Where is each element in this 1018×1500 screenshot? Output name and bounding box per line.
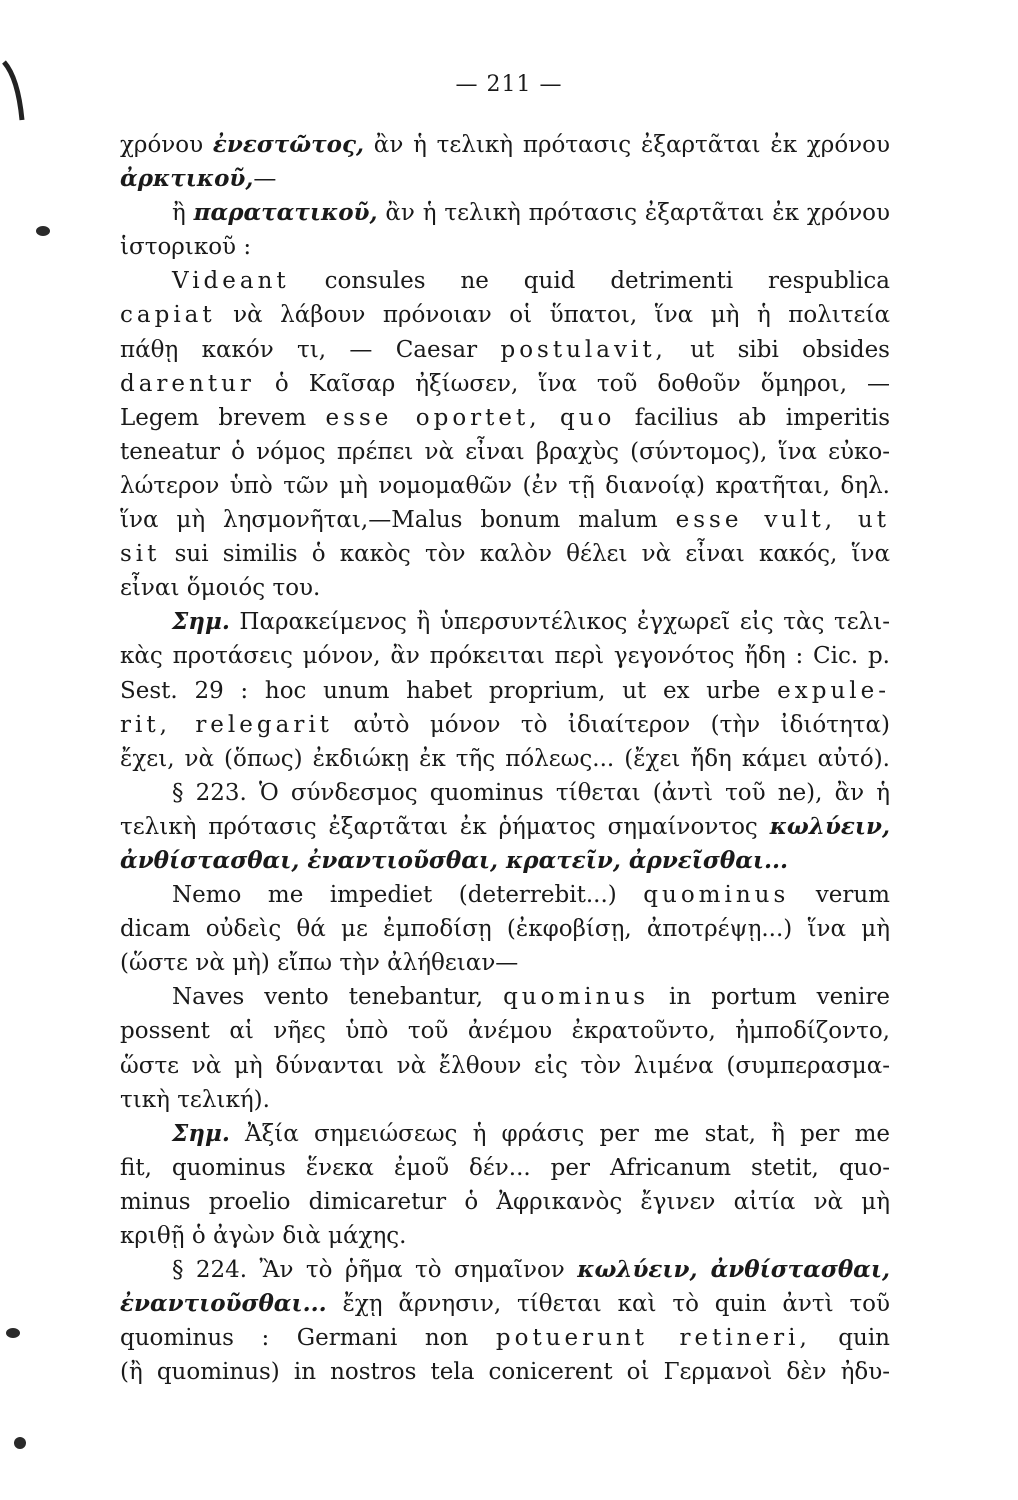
text-run: darentur xyxy=(120,370,255,397)
text-run: quominus xyxy=(503,984,650,1011)
body-text xyxy=(120,128,890,1389)
text-line xyxy=(120,503,890,537)
text-run: ἂν ἡ τελικὴ πρότασις ἐξαρτᾶται ἐκ χρόνου xyxy=(377,200,890,227)
text-run: — xyxy=(253,166,277,193)
text-run: fit, quominus ἕνεκα ἐμοῦ δέν... per Africanum stetit, quo- xyxy=(120,1154,890,1181)
text-run: κωλύειν, xyxy=(769,812,890,840)
text-line xyxy=(120,946,890,980)
text-line xyxy=(120,128,890,162)
text-run: capiat xyxy=(120,302,216,329)
text-run: (ἢ quominus) in nostros tela conicerent οἱ Γερμανοὶ δὲν ἠδυ- xyxy=(120,1359,890,1386)
text-line xyxy=(120,401,890,435)
text-run: τελικὴ πρότασις ἐξαρτᾶται ἐκ ῥήματος σημαίνοντος xyxy=(120,813,770,840)
text-run: ἀρκτικοῦ, xyxy=(120,165,254,193)
text-run: ἵνα μὴ λησμονῆται,—Malus bonum malum xyxy=(120,507,676,534)
text-run: postulavit, xyxy=(500,336,667,363)
text-run: minus proelio dimicaretur ὁ Ἀφρικανὸς ἔγινεν αἰτία νὰ μὴ xyxy=(120,1188,890,1215)
ink-speck xyxy=(6,1328,20,1338)
text-line xyxy=(120,367,890,401)
text-line xyxy=(120,1355,890,1389)
text-run: Nemo me impediet (deterrebit...) xyxy=(172,882,644,909)
text-run: τικὴ τελική). xyxy=(120,1086,270,1113)
text-run: λώτερον ὑπὸ τῶν μὴ νομομαθῶν (ἐν τῇ διανοίᾳ) κρατῆται, δηλ. xyxy=(120,472,890,499)
text-run: § 223. Ὁ σύνδεσμος quominus τίθεται (ἀντὶ τοῦ ne), ἂν ἡ xyxy=(172,779,890,806)
text-run: ἐνεστῶτος, xyxy=(212,131,364,158)
text-run: esse oportet, xyxy=(325,404,541,431)
text-line xyxy=(120,435,890,469)
text-run: ἂν ἡ τελικὴ πρότασις ἐξαρτᾶται ἐκ χρόνου xyxy=(364,132,890,158)
text-run: κωλύειν, ἀνθίστασθαι, xyxy=(577,1256,890,1284)
text-run: κριθῇ ὁ ἀγὼν διὰ μάχης. xyxy=(120,1223,407,1249)
text-line xyxy=(120,1117,890,1151)
text-run: rit, relegarit xyxy=(120,711,333,738)
text-line xyxy=(120,776,890,810)
text-line xyxy=(120,605,890,639)
text-run: νὰ λάβουν πρόνοιαν οἱ ὕπατοι, ἵνα μὴ ἡ πολιτεία xyxy=(215,302,890,329)
text-run: πάθῃ κακόν τι, — Caesar xyxy=(120,336,501,363)
text-run: ἱστορικοῦ : xyxy=(120,234,252,261)
ink-speck xyxy=(14,1437,26,1449)
text-run: quominus : Germani non xyxy=(120,1325,496,1352)
text-run: quominus xyxy=(643,882,790,909)
text-line xyxy=(120,742,890,776)
text-line xyxy=(120,333,890,367)
text-line xyxy=(120,1083,890,1117)
text-run: ἐναντιοῦσθαι... xyxy=(120,1290,327,1318)
text-run: ὥστε νὰ μὴ δύνανται νὰ ἔλθουν εἰς τὸν λιμένα (συμπερασμα- xyxy=(120,1052,890,1079)
text-run: verum xyxy=(789,882,890,909)
text-line xyxy=(120,708,890,742)
ink-speck xyxy=(36,226,50,236)
text-run: potuerunt retineri, xyxy=(495,1325,811,1352)
text-line xyxy=(120,469,890,503)
text-run: ἀνθίστασθαι, ἐναντιοῦσθαι, κρατεῖν, ἀρνεῖσθαι... xyxy=(120,846,789,874)
text-line xyxy=(120,571,890,605)
text-run: χρόνου xyxy=(120,132,213,158)
text-run: quo xyxy=(559,404,616,431)
text-line xyxy=(120,1253,890,1287)
text-run: ὁ Καῖσαρ ἠξίωσεν, ἵνα τοῦ δοθοῦν ὅμηροι, — xyxy=(254,370,890,397)
text-run: § 224. Ἂν τὸ ῥῆμα τὸ σημαῖνον xyxy=(172,1257,578,1284)
text-run: ἔχῃ ἄρνησιν, τίθεται καὶ τὸ quin ἀντὶ τοῦ xyxy=(326,1291,890,1318)
text-line xyxy=(120,298,890,332)
text-run: dicam οὐδεὶς θά με ἐμποδίσῃ (ἐκφοβίσῃ, ἀποτρέψῃ...) ἵνα μὴ xyxy=(120,916,890,943)
text-line xyxy=(120,1049,890,1083)
text-line xyxy=(120,980,890,1014)
text-line xyxy=(120,1287,890,1321)
text-run: Legem brevem xyxy=(120,404,326,431)
text-line xyxy=(120,639,890,673)
text-line xyxy=(120,1219,890,1253)
text-run: Ἀξία σημειώσεως ἡ φράσις per me stat, ἢ per me xyxy=(229,1120,890,1147)
text-run: αὐτὸ μόνον τὸ ἰδιαίτερον (τὴν ἰδιότητα) xyxy=(332,711,890,738)
page-number: — 211 — xyxy=(455,72,563,97)
text-run: Videant xyxy=(172,268,290,295)
text-run: Sest. 29 : hoc unum habet proprium, ut ex urbe xyxy=(120,677,778,704)
text-line xyxy=(120,674,890,708)
text-run: possent αἱ νῆες ὑπὸ τοῦ ἀνέμου ἐκρατοῦντο, ἠμποδίζοντο, xyxy=(120,1018,890,1045)
text-run: Σημ. xyxy=(172,608,230,636)
text-run: expule- xyxy=(777,677,890,704)
text-line xyxy=(120,230,890,264)
text-run: Σημ. xyxy=(172,1119,230,1147)
text-line xyxy=(120,878,890,912)
text-line xyxy=(120,196,890,230)
text-run: teneatur ὁ νόμος πρέπει νὰ εἶναι βραχὺς (σύντομος), ἵνα εὐκο- xyxy=(120,438,890,465)
text-run: esse vult, ut xyxy=(675,507,890,534)
text-line xyxy=(120,1185,890,1219)
text-line xyxy=(120,264,890,298)
text-line xyxy=(120,537,890,571)
text-run: ἢ xyxy=(172,200,194,227)
text-run: εἶναι ὅμοιός του. xyxy=(120,575,321,602)
text-run: ut sibi obsides xyxy=(666,336,890,363)
text-run: Παρακείμενος ἢ ὑπερσυντέλικος ἐγχωρεῖ εἰς τὰς τελι- xyxy=(229,609,890,636)
text-run: Naves vento tenebantur, xyxy=(172,984,504,1011)
text-run: παρατατικοῦ, xyxy=(193,199,378,227)
text-run: sui similis ὁ κακὸς τὸν καλὸν θέλει νὰ εἶναι κακός, ἵνα xyxy=(160,541,890,568)
text-run: in portum venire xyxy=(649,984,890,1011)
text-run xyxy=(541,405,560,431)
text-line xyxy=(120,1151,890,1185)
text-line xyxy=(120,1321,890,1355)
text-run: consules ne quid detrimenti respublica xyxy=(289,268,890,295)
text-line xyxy=(120,810,890,844)
text-line xyxy=(120,844,890,878)
text-run: κὰς προτάσεις μόνον, ἂν πρόκειται περὶ γεγονότος ἤδη : Cic. p. xyxy=(120,643,890,670)
text-run: (ὥστε νὰ μὴ) εἴπω τὴν ἀλήθειαν— xyxy=(120,950,519,977)
text-run: quin xyxy=(810,1325,890,1352)
text-line xyxy=(120,162,890,196)
text-run: sit xyxy=(120,541,161,568)
text-line xyxy=(120,1014,890,1048)
text-run: ἔχει, νὰ (ὅπως) ἐκδιώκῃ ἐκ τῆς πόλεως... (ἔχει ἤδη κάμει αὐτό). xyxy=(120,745,890,772)
text-line xyxy=(120,912,890,946)
text-run: facilius ab imperitis xyxy=(615,404,890,431)
